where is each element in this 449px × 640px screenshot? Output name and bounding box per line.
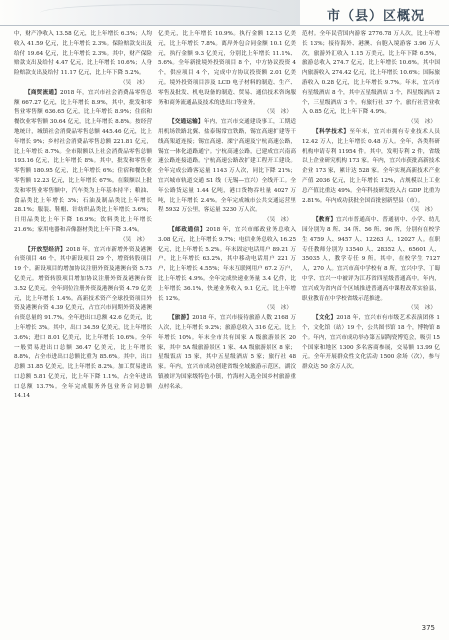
- paragraph: [14, 30, 152, 79]
- page-number: 375: [421, 624, 435, 632]
- source-attribution: （吴 冰）: [120, 236, 148, 243]
- paragraph: [14, 246, 152, 403]
- source-attribution: （吴 冰）: [264, 217, 292, 224]
- paragraph-text: 亿美元，比上年增长 10.9%。执行金额 12.13 亿美元，比上年增长 7.8%。离岸外包合同金额 10.1 亿美元，执行金额 9.3 亿美元，分别比上年增长 11.1%、5.6%。全年新批境外投资项目 8 个，中方协议投资 4 个，供应项目 4 个，完成中方协议投资额 2.01 亿美元。境外投资项目涉及 LCD 电子材料的制造、生产、零售及批发、机电设备的制造、贸易、通信技术咨询服务和商务流通品及技术的进出口等业务。: [158, 31, 296, 106]
- text-column-right: [302, 30, 440, 616]
- paragraph: [302, 314, 440, 373]
- section-heading: 【开放型经济】: [25, 246, 66, 253]
- section-title: 市（县）区概况: [326, 9, 425, 24]
- text-column-left: [14, 30, 152, 616]
- header-decoration: [0, 0, 300, 26]
- source-attribution: （吴 冰）: [264, 305, 292, 312]
- source-attribution: （吴 冰）: [120, 79, 148, 86]
- source-attribution: （吴 冰）: [408, 119, 436, 126]
- section-heading: 【科学技术】: [313, 128, 350, 135]
- paragraph: [158, 118, 296, 216]
- text-column-middle: [158, 30, 296, 616]
- paragraph-text: 至年末，宜兴市拥有专业技术人员 12.42 万人，比上年增长 0.48 万人。全年，各类科研机构申请专利 11954 件。其中，发明专利 2 件，省级以上企业研究机构 173 家。年内，宜兴市获批高新技术企业 173 家，累计达 528 家。全年实现高新技术产业产值 2036 亿元，比上年增长 12%，占规模以上工业总产值比重达 49%。全年科技研发投入占 GDP 比重为 2.81%。年内成功获批全国首批创新型县（市）。: [302, 128, 440, 204]
- paragraph: [158, 314, 296, 392]
- source-attribution: （吴 冰）: [408, 305, 436, 312]
- source-attribution: （吴 冰）: [264, 109, 292, 116]
- page-header: [0, 0, 449, 26]
- paragraph: [158, 226, 296, 304]
- paragraph-text: 2018 年，宜兴市邮政业务总收入 3.08 亿元，比上年增长 9.7%；电信业务总收入 16.25 亿元，比上年增长 5.2%。年末固定电话用户 89.21 万户，比上年增长 63.2%，其中移动电话用户 221 万户，比上年增长 4.55%；年末互联网用户 67.2 万户，比上年增长 4.9%。全年完成快递业务量 3.4 亿件，比上年增长 36.1%，快递业务收入 9.1 亿元，比上年增长 12%。: [158, 226, 296, 302]
- section-heading: 【教育】: [313, 217, 337, 224]
- paragraph: [302, 128, 440, 206]
- section-heading: 【邮政通信】: [169, 226, 206, 233]
- paragraph: [158, 30, 296, 108]
- paragraph-text: 范村。全年民营国内游客 2776.78 万人次，比上年增长 13%；接待海外、港澳、台胞入境游客 3.96 万人次，旅游外汇收入 1.15 万美元，比上年下降 6.5%，旅游总收入 274.7 亿元，比上年增长 10.6%。其中国内旅游收入 274.42 亿元，比上年增长 10.6%；国际旅游收入 0.28 亿元，比上年增长 9.7%。年末，宜兴市有星级酒店 8 个，其中五星级酒店 3 个，四星级酒店 2 个，三星级酒店 3 个。有旅行社 37 个。旅行社营业收入 0.85 亿元，比上年下降 4.9%。: [302, 31, 440, 116]
- section-heading: 【商贸流通】: [25, 89, 61, 96]
- paragraph-text: 2018 年，宜兴市有市级艺术表演团体 1 个，文化馆（站）19 个，公共图书馆 18 个，博物馆 8 个。年内，宜兴市成功举办第五届陶瓷博览会，吸引 15 个国家和地区 1300 多名客商参展，交易额 13.99 亿元。全年开展群众性文化活动 1500 余场（次），参与群众达 50 余万人次。: [302, 315, 440, 371]
- section-heading: 【文化】: [313, 315, 337, 322]
- paragraph: [302, 216, 440, 304]
- paragraph-text: 2018 年，宜兴市社会消费品零售总额 667.27 亿元，比上年增长 8.9%，其中，批发和零售业零售额 636.65 亿元，比上年增长 8.9%；住宿和餐饮业零售额 30.64 亿元，比上年增长 8.8%。按经营地统计，城镇社会消费品零售总额 445.46 亿元，比上年增长 9%；乡村社会消费品零售总额 221.81 亿元，比上年增长 8.7%。全市限额以上社会消费品零售总额 193.16 亿元，比上年增长 8%。其中，批发和零售业零售额 180.95 亿元，比上年增长 6%；住宿和餐饮业零售额 12.23 亿元，比上年增长 67%。在限额以上批发和零售业零售额中，汽车类为上年基本持平；粮油、食品类比上年增长 3%；石油及制品类比上年增长 28.1%；服装、鞋帽、针纺织品类比上年增长 3.6%；日用品类比上年下降 16.9%；饮料类比上年增长 21.6%；家用电器和音像器材类比上年下降 3.4%。: [14, 89, 152, 233]
- section-heading: 【旅游】: [169, 315, 193, 322]
- header-wave-ornament: [40, 4, 280, 22]
- paragraph-text: 宜兴市普通高中、普通初中、小学、幼儿园分别为 8 所、34 所、56 所、96 所，分别有在校学生 4759 人、9457 人、12263 人、12027 人。在职专任教师分别为 13540 人、28352 人、65601 人、35035 人，教学专任 9 所。其中，在校学生 7127 人，270 人。宜兴市高中学校有 8 所，宜兴中学、丁蜀中学、宜兴一中被评为江苏省四星级普通高中。年内，宜兴成为省内首个区域推进普通高中课程改革实验县，职业教育在中学校省级示范推进。: [302, 217, 440, 302]
- paragraph-text: 年内，宜兴市交通建设事工，工期适用机场铁路北翼、盐泰锡常宜铁路，锡宜高速扩建等干线高架道连接；锡宜高速、溧宁高速及宁杭高速公路，锡宜一体化道路通宁。宁杭高速公路，已建成宜兴南高速公路连接道路。宁杭高速公路改扩建工程开工建设。全年完成公路客运量 1143 万人次，同比下降 21%；宜兴城市轨道交通 S1 线（无锡—宜兴）全线开工。全年公路货运量 1.44 亿吨，港口货物吞吐量 4027 万吨，比上年增长 2.4%。全年完成城市公共交通运营里程 5932 万公里，客运量 3230 万人次。: [158, 119, 296, 214]
- paragraph-text: 2018 年，宜兴市接待旅游人数 2168 万人次，比上年增长 9.2%；旅游总收入 316 亿元，比上年增长 10%。年末全市共有国家 A 级旅游景区 20 家，其中 5A 级旅游景区 1 家、4A 级旅游景区 8 家；星级饭店 15 家，其中五星级酒店 5 家；旅行社 48 家。年内，宜兴市成功创建省级全域旅游示范区，湖㳇镇被评为国家级特色小镇，竹海村入选全国乡村旅游重点村名录。: [158, 315, 296, 390]
- paragraph-text: 2018 年，宜兴市新增外资及港澳台资项目 46 个，其中新设项目 29 个，增资转股项目 19 个。新设项目的增加协议注册外资及港澳台资 5.73 亿美元。增资转股项目增加协议注册外资及港澳台资 3.52 亿美元。全年到位注册外资及港澳台资 4.79 亿美元，比上年增长 1.4%。高新技术资产全球投资项目外资及港澳台资 4.39 亿美元，占宜兴市同期外资及港澳台资总量的 91.7%。全年进出口总额 42.6 亿美元，比上年增长 3%。其中，出口 34.59 亿美元，比上年增长 3.6%；进口 8.01 亿美元，比上年增长 10.6%。全年一般贸易进出口总额 36.47 亿美元，比上年增长 8.8%，占全市进出口总额比重为 85.6%。其中，出口总额 31.85 亿美元，比上年增长 8.2%。加工贸易进出口总额 5.81 亿美元，比上年下降 1.1%，占全年进出口总额 13.7%。全年完成服务外包业务合同总额 14.14: [14, 246, 152, 400]
- paragraph: [302, 30, 440, 118]
- section-heading: 【交通运输】: [169, 119, 204, 126]
- header-divider: [0, 25, 449, 26]
- paragraph: [14, 89, 152, 236]
- source-attribution: （吴 冰）: [408, 207, 436, 214]
- paragraph-text: 中，财产净收入 13.58 亿元，比上年增长 6.3%；人均收入 41.59 亿元，比上年增长 2.3%。保险赔款支出及给付 19.64 亿元，比上年增长 2.3%。其中，财产保险赔款支出及给付 4.47 亿元，比上年增长 10.6%；人身险赔款支出及给付 11.17 亿元，比上年下降 5.2%。: [14, 31, 152, 77]
